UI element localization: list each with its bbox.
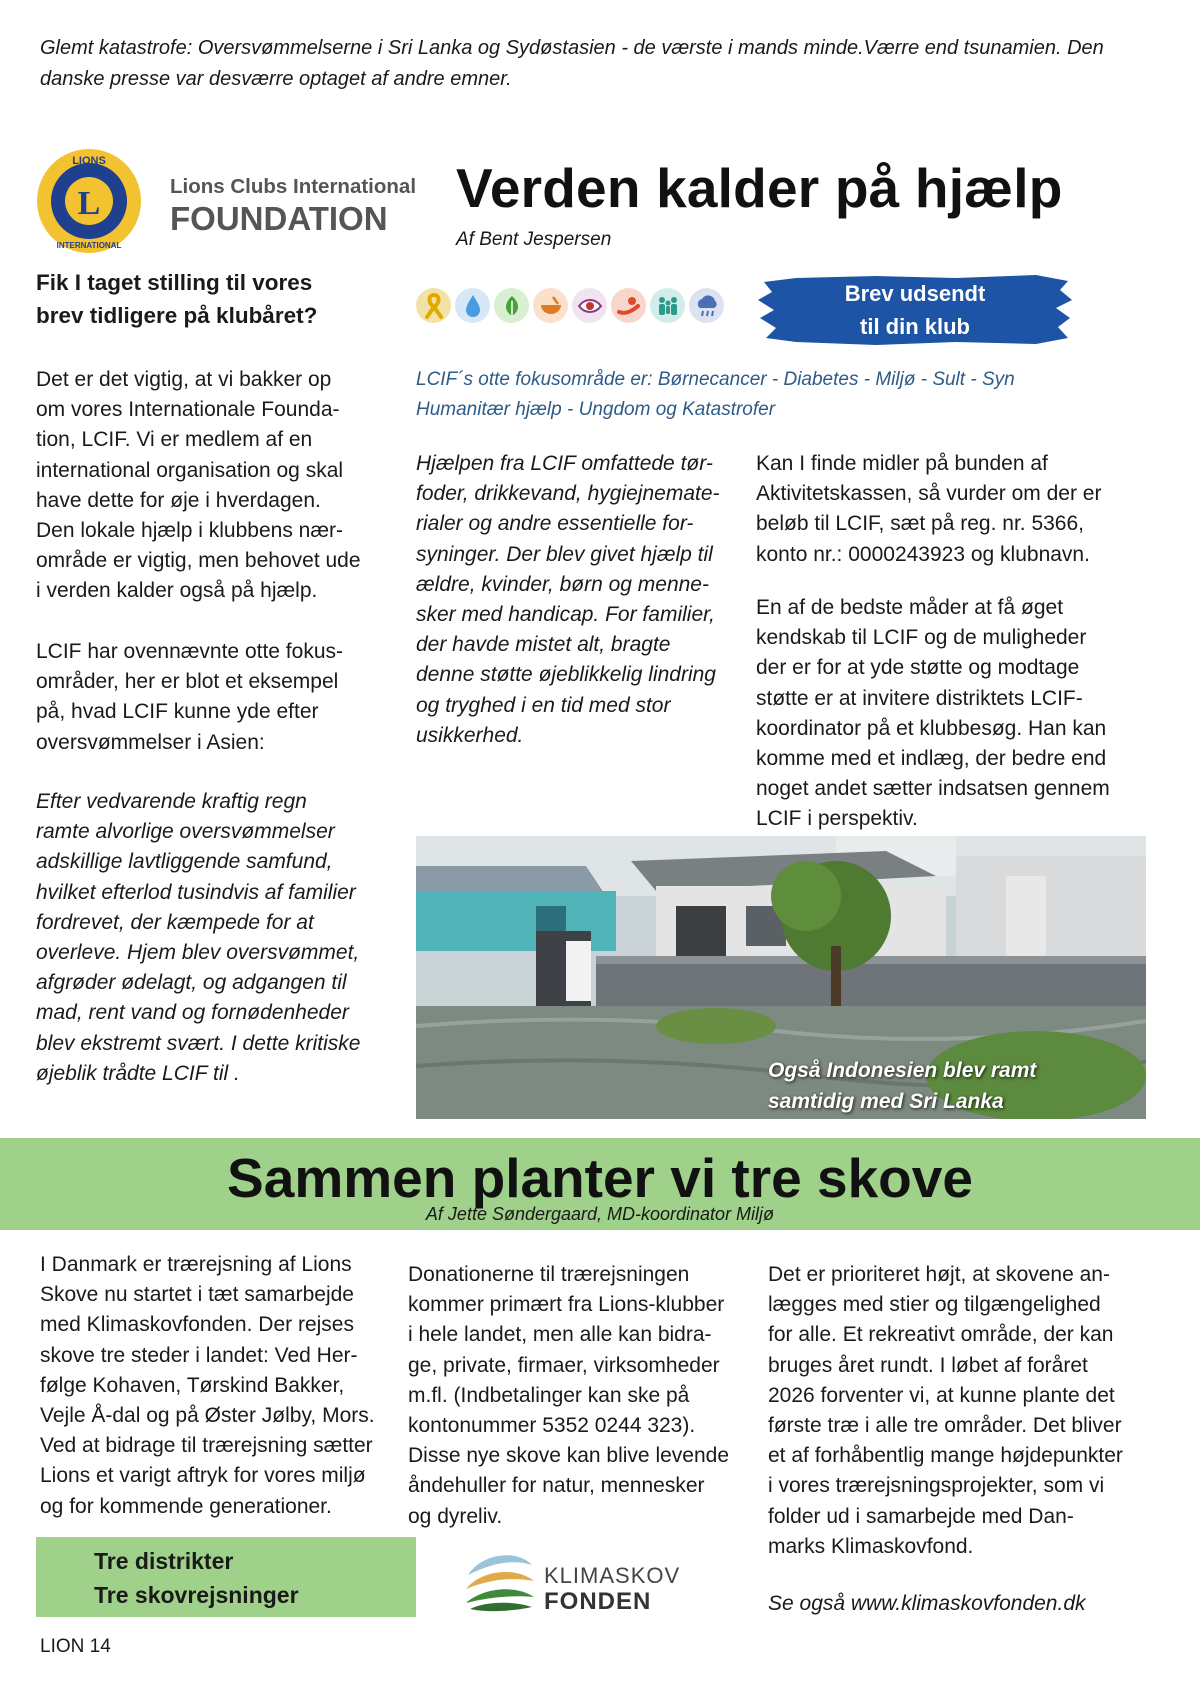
article2-col2: Donationerne til trærejsningen kommer primært fra Lions-klubber i hele landet, men alle kan bidra- ge, private, firmaer, virksomheder m.fl. (Indbetalinger kan ske på kontonummer 5352 0244 323). Disse nye skove kan blive levende åndehuller for natur, mennesker og dyreliv. bbox=[408, 1263, 730, 1528]
article1-title: Verden kalder på hjælp bbox=[456, 157, 1063, 219]
box-line2: Tre skovrejsninger bbox=[94, 1582, 299, 1608]
article2-title: Sammen planter vi tre skove bbox=[227, 1147, 973, 1209]
lions-logo-line1: Lions Clubs International bbox=[170, 175, 417, 198]
focus-areas-text: LCIF´s otte fokusområde er: Børnecancer - Diabetes - Miljø - Sult - Syn Humanitær hjælp - Ungdom og Katastrofer bbox=[416, 369, 1015, 420]
question-heading: Fik I taget stilling til vores brev tidligere på klubåret? bbox=[36, 270, 318, 328]
photo-caption: Også Indonesien blev ramt samtidig med Sri Lanka bbox=[768, 1059, 1037, 1113]
klimaskov-link[interactable]: Se også www.klimaskovfonden.dk bbox=[768, 1592, 1086, 1615]
col1-paragraph2: LCIF har ovennævnte otte fokus- områder, her er blot et eksempel på, hvad LCIF kunne yde efter oversvømmelser i Asien: bbox=[36, 640, 343, 754]
leaf-icon bbox=[494, 288, 529, 323]
badge-line2: til din klub bbox=[860, 314, 970, 339]
ribbon-icon bbox=[416, 288, 451, 323]
intro-text: Glemt katastrofe: Oversvømmelserne i Sri Lanka og Sydøstasien - de værste i mands minde.Værre end tsunamien. Den danske presse var desværre optaget af andre emner. bbox=[40, 37, 1104, 90]
lions-foundation-logo bbox=[32, 148, 422, 258]
article1-byline: Af Bent Jespersen bbox=[456, 229, 612, 250]
klimaskov-fonden-logo bbox=[462, 1545, 702, 1621]
people-icon bbox=[650, 288, 685, 323]
klimaskov-logo-line1: KLIMASKOV bbox=[544, 1563, 681, 1588]
col3-paragraph2: En af de bedste måder at få øget kendskab til LCIF og de muligheder der er for at yde støtte og modtage støtte er at invitere distriktets LCIF- koordinator på et klubbesøg. Han kan komme med et indlæg, der bedre end noget andet sætter indsatsen gennem LCIF i perspektiv. bbox=[756, 596, 1110, 831]
focus-icons-row bbox=[416, 288, 724, 332]
eye-icon bbox=[572, 288, 607, 323]
col2-paragraph: Hjælpen fra LCIF omfattede tør- foder, drikkevand, hygiejnemate- rialer og andre essentielle for- syninger. Der blev givet hjælp til ældre, kvinder, børn og menne- sker med handicap. For familier, der havde mistet alt, bragte denne støtte øjeblikkelig lindring og tryghed i en tid med stor usikkerhed. bbox=[416, 452, 720, 747]
page-footer: LION 14 bbox=[40, 1636, 111, 1657]
bowl-icon bbox=[533, 288, 568, 323]
col3-paragraph1: Kan I finde midler på bunden af Aktivitetskassen, så vurder om der er beløb til LCIF, sæt på reg. nr. 5366, konto nr.: 0000243923 og klubnavn. bbox=[756, 452, 1102, 566]
article2-col3: Det er prioriteret højt, at skovene an- lægges med stier og tilgængelighed for alle. Et rekreativt område, der kan bruges året rundt. I løbet af foråret 2026 forventer vi, at kunne plante det første træ i alle tre områder. Det bliver et af forhåbentlig mange højdepunkter i vores trærejsningsprojekter, som vi folder ud i samarbejde med Dan- marks Klimaskovfond. bbox=[768, 1263, 1123, 1558]
helping-hand-icon bbox=[611, 288, 646, 323]
storm-icon bbox=[689, 288, 724, 323]
water-drop-icon bbox=[455, 288, 490, 323]
brush-stroke-badge bbox=[756, 272, 1074, 348]
col1-paragraph3: Efter vedvarende kraftig regn ramte alvorlige oversvømmelser adskillige lavtliggende samfund, hvilket efterlod tusindvis af familier fordrevet, der kæmpede for at overleve. Hjem blev oversvømmet, afgrøder ødelagt, og adgangen til mad, rent vand og fornødenheder blev ekstremt svært. I dette kritiske øjeblik trådte LCIF til . bbox=[36, 790, 361, 1085]
badge-line1: Brev udsendt bbox=[844, 281, 986, 306]
article2-col1: I Danmark er trærejsning af Lions Skove nu startet i tæt samarbejde med Klimaskovfonden. Der rejses skove tre steder i landet: Ved Her- følge Kohaven, Tørskind Bakker, Vejle Å-dal og på Øster Jølby, Mors. Ved at bidrage til trærejsning sætter Lions et varigt aftryk for vores miljø og for kommende generationer. bbox=[40, 1253, 375, 1518]
lions-emblem-bottom-text: INTERNATIONAL bbox=[56, 241, 122, 250]
klimaskov-logo-line2: FONDEN bbox=[544, 1588, 652, 1615]
lions-emblem-top-text: LIONS bbox=[72, 155, 106, 167]
col1-paragraph1: Det er det vigtig, at vi bakker op om vores Internationale Founda- tion, LCIF. Vi er medlem af en international organisation og skal have dette for øje i hverdagen. Den lokale hjælp i klubbens nær- område er vigtig, men behovet ude i verden kalder også på hjælp. bbox=[36, 368, 361, 603]
lions-logo-line2: FOUNDATION bbox=[170, 200, 388, 237]
lions-emblem-letter: L bbox=[77, 185, 101, 222]
districts-box-text bbox=[94, 1544, 299, 1612]
box-line1: Tre distrikter bbox=[94, 1548, 234, 1574]
article2-byline: Af Jette Søndergaard, MD-koordinator Miljø bbox=[425, 1204, 775, 1224]
